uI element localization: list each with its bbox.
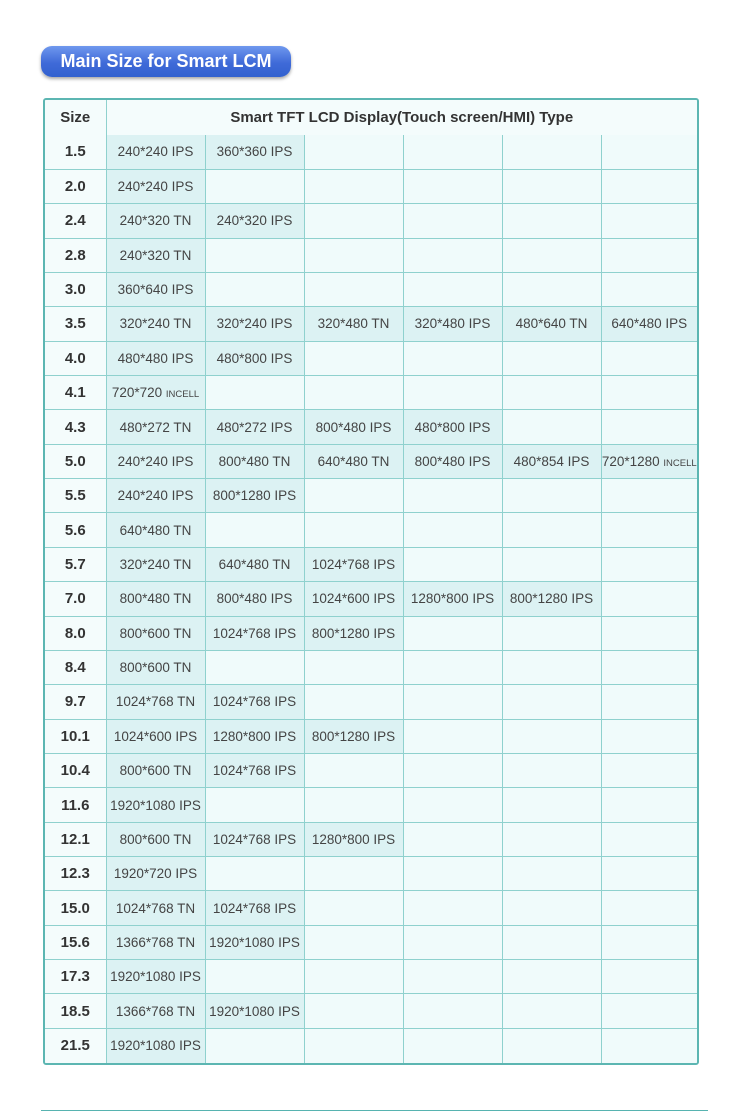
size-cell: 4.3 <box>45 410 106 444</box>
empty-cell <box>205 169 304 203</box>
panel-tech-label: INCELL <box>663 457 697 469</box>
table-row <box>45 616 697 650</box>
empty-cell <box>601 1028 697 1063</box>
resolution-cell: 320*480 IPS <box>403 307 502 341</box>
resolution-cell: 1024*600 IPS <box>304 582 403 616</box>
empty-cell <box>502 272 601 306</box>
bottom-divider <box>41 1110 708 1111</box>
table-row <box>45 753 697 787</box>
empty-cell <box>601 857 697 891</box>
empty-cell <box>403 685 502 719</box>
resolution-cell: 1920*720 IPS <box>106 857 205 891</box>
empty-cell <box>403 857 502 891</box>
table-body <box>45 135 697 1063</box>
resolution-cell: 800*480 IPS <box>304 410 403 444</box>
table-row <box>45 719 697 753</box>
resolution-cell: 640*480 TN <box>304 444 403 478</box>
size-cell: 2.0 <box>45 169 106 203</box>
empty-cell <box>601 582 697 616</box>
empty-cell <box>403 753 502 787</box>
resolution-cell <box>106 376 205 410</box>
size-cell: 11.6 <box>45 788 106 822</box>
spec-table <box>45 100 697 1063</box>
empty-cell <box>304 925 403 959</box>
empty-cell <box>403 135 502 169</box>
size-cell: 10.1 <box>45 719 106 753</box>
resolution-cell: 640*480 TN <box>205 547 304 581</box>
empty-cell <box>403 1028 502 1063</box>
empty-cell <box>502 169 601 203</box>
empty-cell <box>205 272 304 306</box>
size-cell: 10.4 <box>45 753 106 787</box>
table-row <box>45 685 697 719</box>
resolution-cell: 800*480 TN <box>106 582 205 616</box>
size-cell: 8.0 <box>45 616 106 650</box>
resolution-cell: 800*480 TN <box>205 444 304 478</box>
resolution-cell: 1366*768 TN <box>106 925 205 959</box>
empty-cell <box>403 994 502 1028</box>
size-cell: 17.3 <box>45 960 106 994</box>
size-cell: 8.4 <box>45 650 106 684</box>
empty-cell <box>601 719 697 753</box>
size-cell: 12.1 <box>45 822 106 856</box>
resolution-cell: 1920*1080 IPS <box>205 925 304 959</box>
size-cell: 12.3 <box>45 857 106 891</box>
table-row <box>45 410 697 444</box>
empty-cell <box>601 650 697 684</box>
resolution-cell: 320*240 IPS <box>205 307 304 341</box>
empty-cell <box>601 994 697 1028</box>
resolution-cell: 1024*768 IPS <box>205 685 304 719</box>
table-row <box>45 788 697 822</box>
resolution-cell: 800*1280 IPS <box>304 719 403 753</box>
size-cell: 18.5 <box>45 994 106 1028</box>
empty-cell <box>403 822 502 856</box>
resolution-cell: 240*320 TN <box>106 238 205 272</box>
size-cell: 1.5 <box>45 135 106 169</box>
resolution-cell: 1280*800 IPS <box>304 822 403 856</box>
empty-cell <box>304 135 403 169</box>
empty-cell <box>502 410 601 444</box>
empty-cell <box>502 479 601 513</box>
empty-cell <box>601 479 697 513</box>
table-row <box>45 891 697 925</box>
resolution-cell: 800*1280 IPS <box>502 582 601 616</box>
resolution-cell: 1024*600 IPS <box>106 719 205 753</box>
table-row <box>45 513 697 547</box>
empty-cell <box>304 376 403 410</box>
empty-cell <box>205 857 304 891</box>
panel-tech-label: INCELL <box>165 389 200 401</box>
empty-cell <box>601 685 697 719</box>
empty-cell <box>304 169 403 203</box>
empty-cell <box>304 479 403 513</box>
empty-cell <box>304 513 403 547</box>
empty-cell <box>205 650 304 684</box>
table-row <box>45 272 697 306</box>
table-row <box>45 169 697 203</box>
size-cell: 21.5 <box>45 1028 106 1063</box>
empty-cell <box>403 616 502 650</box>
empty-cell <box>502 513 601 547</box>
resolution-cell: 800*600 TN <box>106 616 205 650</box>
empty-cell <box>502 994 601 1028</box>
resolution-cell: 240*240 IPS <box>106 479 205 513</box>
empty-cell <box>502 753 601 787</box>
empty-cell <box>502 650 601 684</box>
empty-cell <box>502 822 601 856</box>
table-row <box>45 1028 697 1063</box>
empty-cell <box>601 376 697 410</box>
empty-cell <box>502 685 601 719</box>
empty-cell <box>304 341 403 375</box>
empty-cell <box>403 238 502 272</box>
empty-cell <box>502 204 601 238</box>
empty-cell <box>403 547 502 581</box>
empty-cell <box>304 238 403 272</box>
resolution-cell: 480*640 TN <box>502 307 601 341</box>
size-cell: 4.1 <box>45 376 106 410</box>
empty-cell <box>502 616 601 650</box>
resolution-cell: 800*1280 IPS <box>205 479 304 513</box>
empty-cell <box>502 788 601 822</box>
size-cell: 2.8 <box>45 238 106 272</box>
size-cell: 3.5 <box>45 307 106 341</box>
resolution-cell: 360*360 IPS <box>205 135 304 169</box>
type-column-header: Smart TFT LCD Display(Touch screen/HMI) Type <box>106 100 697 135</box>
table-header-row <box>45 100 697 135</box>
empty-cell <box>601 272 697 306</box>
resolution-cell: 480*272 TN <box>106 410 205 444</box>
size-cell: 9.7 <box>45 685 106 719</box>
empty-cell <box>304 1028 403 1063</box>
empty-cell <box>205 376 304 410</box>
empty-cell <box>403 204 502 238</box>
empty-cell <box>601 822 697 856</box>
table-row <box>45 479 697 513</box>
empty-cell <box>403 650 502 684</box>
empty-cell <box>403 960 502 994</box>
resolution-cell: 480*272 IPS <box>205 410 304 444</box>
empty-cell <box>205 238 304 272</box>
empty-cell <box>601 341 697 375</box>
empty-cell <box>205 513 304 547</box>
resolution-text: 720*1280 <box>601 453 660 469</box>
table-row <box>45 444 697 478</box>
empty-cell <box>601 547 697 581</box>
resolution-cell: 480*480 IPS <box>106 341 205 375</box>
empty-cell <box>601 238 697 272</box>
resolution-cell: 800*480 IPS <box>403 444 502 478</box>
size-cell: 5.6 <box>45 513 106 547</box>
empty-cell <box>502 376 601 410</box>
empty-cell <box>502 547 601 581</box>
size-cell: 5.0 <box>45 444 106 478</box>
empty-cell <box>403 788 502 822</box>
resolution-cell: 640*480 IPS <box>601 307 697 341</box>
empty-cell <box>304 685 403 719</box>
resolution-cell: 480*800 IPS <box>403 410 502 444</box>
resolution-cell: 240*240 IPS <box>106 135 205 169</box>
empty-cell <box>601 753 697 787</box>
empty-cell <box>601 788 697 822</box>
empty-cell <box>502 341 601 375</box>
table-row <box>45 376 697 410</box>
table-row <box>45 960 697 994</box>
empty-cell <box>304 650 403 684</box>
size-cell: 2.4 <box>45 204 106 238</box>
resolution-text: 720*720 <box>111 385 163 401</box>
lcd-size-table <box>43 98 699 1065</box>
size-column-header: Size <box>45 100 106 135</box>
empty-cell <box>601 891 697 925</box>
resolution-cell: 800*600 TN <box>106 753 205 787</box>
section-title: Main Size for Smart LCM <box>41 46 291 77</box>
empty-cell <box>601 925 697 959</box>
resolution-cell: 1024*768 TN <box>106 685 205 719</box>
empty-cell <box>502 1028 601 1063</box>
resolution-cell: 240*240 IPS <box>106 169 205 203</box>
empty-cell <box>502 925 601 959</box>
empty-cell <box>502 857 601 891</box>
empty-cell <box>403 925 502 959</box>
resolution-cell: 1920*1080 IPS <box>205 994 304 1028</box>
resolution-cell: 1024*768 IPS <box>205 891 304 925</box>
empty-cell <box>502 719 601 753</box>
resolution-cell: 1920*1080 IPS <box>106 1028 205 1063</box>
resolution-cell: 800*480 IPS <box>205 582 304 616</box>
empty-cell <box>403 341 502 375</box>
resolution-cell: 1366*768 TN <box>106 994 205 1028</box>
empty-cell <box>205 788 304 822</box>
table-row <box>45 582 697 616</box>
resolution-cell: 240*320 IPS <box>205 204 304 238</box>
resolution-cell: 640*480 TN <box>106 513 205 547</box>
table-row <box>45 994 697 1028</box>
size-cell: 4.0 <box>45 341 106 375</box>
size-cell: 5.5 <box>45 479 106 513</box>
resolution-cell: 1024*768 IPS <box>205 822 304 856</box>
table-row <box>45 307 697 341</box>
resolution-cell <box>601 444 697 478</box>
table-row <box>45 857 697 891</box>
empty-cell <box>304 857 403 891</box>
empty-cell <box>502 135 601 169</box>
table-row <box>45 822 697 856</box>
table-row <box>45 925 697 959</box>
size-cell: 7.0 <box>45 582 106 616</box>
empty-cell <box>304 994 403 1028</box>
empty-cell <box>403 719 502 753</box>
resolution-cell: 240*240 IPS <box>106 444 205 478</box>
table-row <box>45 204 697 238</box>
resolution-cell: 800*600 TN <box>106 822 205 856</box>
resolution-cell: 1280*800 IPS <box>403 582 502 616</box>
empty-cell <box>304 272 403 306</box>
empty-cell <box>403 376 502 410</box>
empty-cell <box>304 788 403 822</box>
resolution-cell: 360*640 IPS <box>106 272 205 306</box>
size-cell: 3.0 <box>45 272 106 306</box>
empty-cell <box>403 479 502 513</box>
resolution-cell: 1024*768 IPS <box>304 547 403 581</box>
empty-cell <box>403 891 502 925</box>
resolution-cell: 320*480 TN <box>304 307 403 341</box>
empty-cell <box>304 753 403 787</box>
empty-cell <box>601 410 697 444</box>
empty-cell <box>601 135 697 169</box>
empty-cell <box>502 960 601 994</box>
empty-cell <box>403 169 502 203</box>
resolution-cell: 320*240 TN <box>106 547 205 581</box>
empty-cell <box>205 1028 304 1063</box>
empty-cell <box>601 169 697 203</box>
empty-cell <box>304 891 403 925</box>
resolution-cell: 480*800 IPS <box>205 341 304 375</box>
empty-cell <box>304 960 403 994</box>
empty-cell <box>601 513 697 547</box>
resolution-cell: 1280*800 IPS <box>205 719 304 753</box>
table-row <box>45 650 697 684</box>
resolution-cell: 1024*768 IPS <box>205 753 304 787</box>
empty-cell <box>601 960 697 994</box>
size-cell: 5.7 <box>45 547 106 581</box>
table-row <box>45 547 697 581</box>
resolution-cell: 1024*768 TN <box>106 891 205 925</box>
resolution-cell: 320*240 TN <box>106 307 205 341</box>
empty-cell <box>601 204 697 238</box>
empty-cell <box>205 960 304 994</box>
resolution-cell: 1920*1080 IPS <box>106 960 205 994</box>
empty-cell <box>502 891 601 925</box>
empty-cell <box>502 238 601 272</box>
resolution-cell: 800*1280 IPS <box>304 616 403 650</box>
resolution-cell: 1024*768 IPS <box>205 616 304 650</box>
empty-cell <box>403 513 502 547</box>
resolution-cell: 480*854 IPS <box>502 444 601 478</box>
size-cell: 15.0 <box>45 891 106 925</box>
size-cell: 15.6 <box>45 925 106 959</box>
empty-cell <box>304 204 403 238</box>
table-row <box>45 238 697 272</box>
empty-cell <box>403 272 502 306</box>
resolution-cell: 800*600 TN <box>106 650 205 684</box>
empty-cell <box>601 616 697 650</box>
table-row <box>45 135 697 169</box>
resolution-cell: 240*320 TN <box>106 204 205 238</box>
table-row <box>45 341 697 375</box>
resolution-cell: 1920*1080 IPS <box>106 788 205 822</box>
